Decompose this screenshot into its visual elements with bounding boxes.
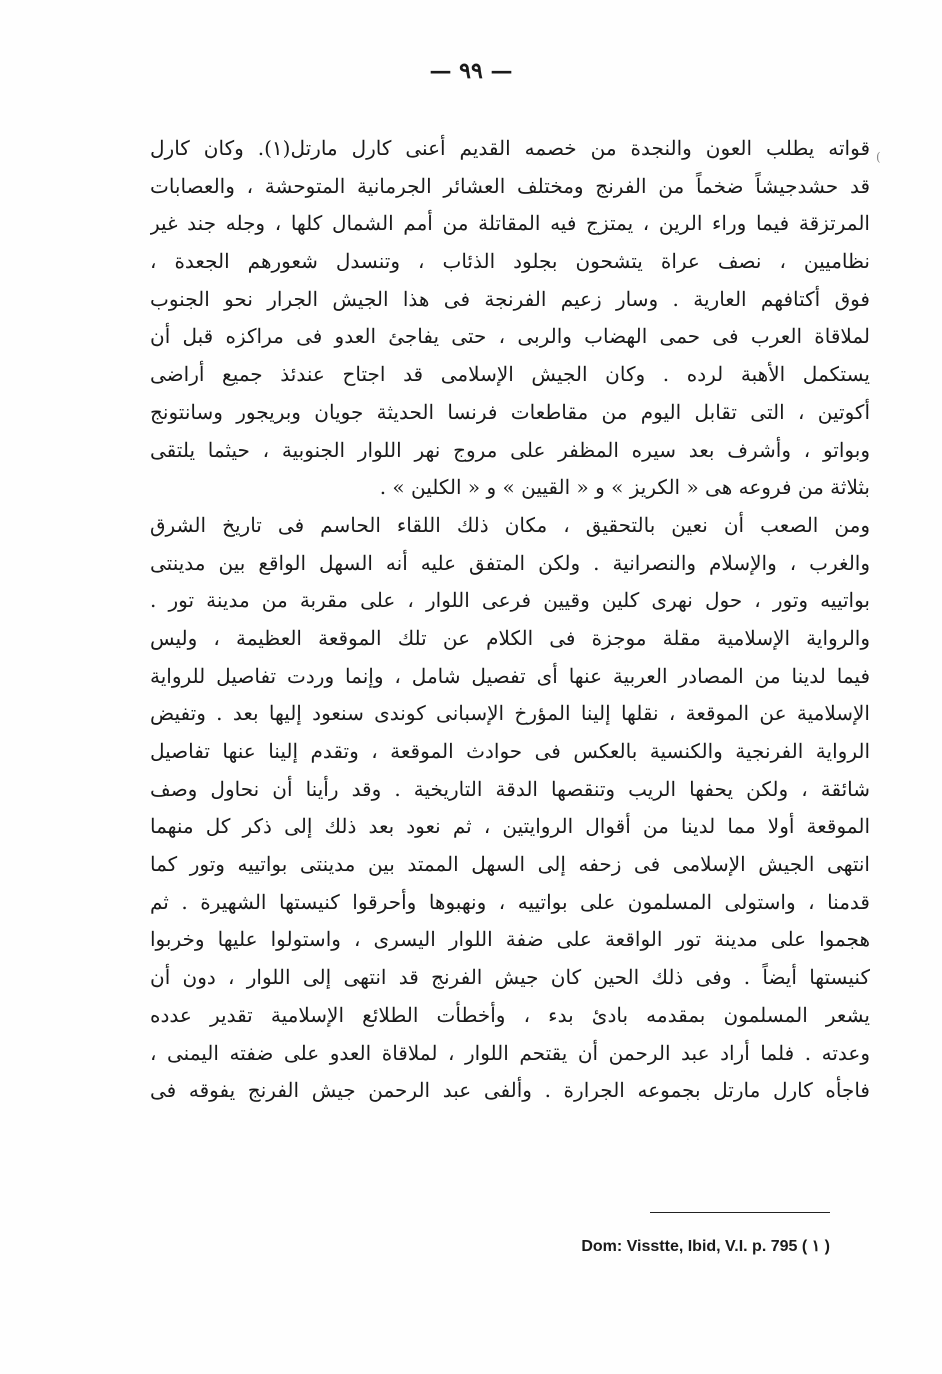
text-line: كنيستها أيضاً . وفى ذلك الحين كان جيش الفرنج قد انتهى إلى اللوار ، دون أن <box>150 965 870 990</box>
text-line: يشعر المسلمون بمقدمه بادئ بدء ، وأخطأت الطلائع الإسلامية تقدير عدده <box>150 1002 870 1027</box>
text-line: وبواتو ، وأشرف بعد سيره المظفر على مروج نهر اللوار الجنوبية ، حيثما يلتقى <box>150 437 870 462</box>
text-line: ومن الصعب أن نعين بالتحقيق ، مكان ذلك اللقاء الحاسم فى تاريخ الشرق <box>150 512 870 537</box>
text-line: بثلاثة من فروعه هى « الكريز » و « القيين » و « الكلين » . <box>379 475 870 500</box>
text-line: قواته يطلب العون والنجدة من خصمه القديم أعنى كارل مارتل(١). وكان كارل <box>150 136 870 160</box>
footnote: Dom: Visstte, Ibid, V.I. p. 795 ( ١ ) <box>581 1238 830 1255</box>
text-line: والرواية الإسلامية مقلة موجزة فى الكلام عن تلك الموقعة العظيمة ، وليس <box>150 625 870 650</box>
text-line: هجموا على مدينة تور الواقعة على ضفة اللوار اليسرى ، واستولوا عليها وخربوا <box>150 927 870 952</box>
text-line: فيما لدينا من المصادر العربية عنها أى تفصيل شامل ، وإنما وردت تفاصيل للرواية <box>150 663 870 688</box>
text-line: فوق أكتافهم العارية . وسار زعيم الفرنجة فى هذا الجيش الجرار نحو الجنوب <box>150 286 870 311</box>
text-line: أكوتين ، التى تقابل اليوم من مقاطعات فرنسا الحديثة جويان وبريجور وسانتونج <box>150 399 870 424</box>
page-number: — ٩٩ — <box>429 58 513 84</box>
text-line: بواتييه وتور ، حول نهرى كلين وقيين فرعى اللوار ، على مقربة من مدينة تور . <box>150 588 870 613</box>
footnote-divider <box>650 1212 830 1213</box>
text-line: قد حشدجيشاً ضخماً من الفرنج ومختلف العشائر الجرمانية المتوحشة ، والعصابات <box>150 173 870 198</box>
text-line: نظاميين ، نصف عراة يتشحون بجلود الذئاب ، وتنسدل شعورهم الجعدة ، <box>150 249 870 274</box>
body-text <box>150 130 870 1110</box>
text-line: انتهى الجيش الإسلامى فى زحفه إلى السهل الممتد بين مدينتى بواتييه وتور كما <box>150 852 870 877</box>
text-line: فاجأه كارل مارتل بجموعه الجرارة . وألفى عبد الرحمن جيش الفرنج يفوقه فى <box>150 1078 870 1103</box>
text-line: والغرب ، والإسلام والنصرانية . ولكن المتفق عليه أنه السهل الواقع بين مدينتى <box>150 550 870 575</box>
text-line: وعدته . فلما أراد عبد الرحمن أن يقتحم اللوار ، لملاقاة العدو على ضفته اليمنى ، <box>150 1040 870 1065</box>
text-line: المرتزقة فيما وراء الرين ، يمتزج فيه المقاتلة من أمم الشمال كلها ، وجله جند غير <box>150 211 870 236</box>
text-line: قدمنا ، واستولى المسلمون على بواتييه ، ونهبوها وأحرقوا كنيستها الشهيرة . ثم <box>150 889 870 914</box>
text-line: يستكمل الأهبة لرده . وكان الجيش الإسلامى قد اجتاح عندئذ جميع أراضى <box>150 362 870 387</box>
text-line: الرواية الفرنجية والكنسية بالعكس فى حوادث الموقعة ، وتقدم إلينا عنها تفاصيل <box>150 739 870 763</box>
text-line: شائقة ، ولكن يحفها الريب وتنقصها الدقة التاريخية . وقد رأينا أن نحاول وصف <box>150 776 870 801</box>
text-line: الإسلامية عن الموقعة ، نقلها إلينا المؤرخ الإسبانى كوندى سنعود إليها بعد . وتفيض <box>150 701 870 726</box>
margin-mark: ( <box>876 150 881 164</box>
text-line: لملاقاة العرب فى حمى الهضاب والربى ، حتى يفاجئ العدو فى مراكزه قبل أن <box>150 324 870 349</box>
text-line: الموقعة أولا مما لدينا من أقوال الروايتين ، ثم نعود بعد ذلك إلى ذكر كل منهما <box>150 814 870 839</box>
